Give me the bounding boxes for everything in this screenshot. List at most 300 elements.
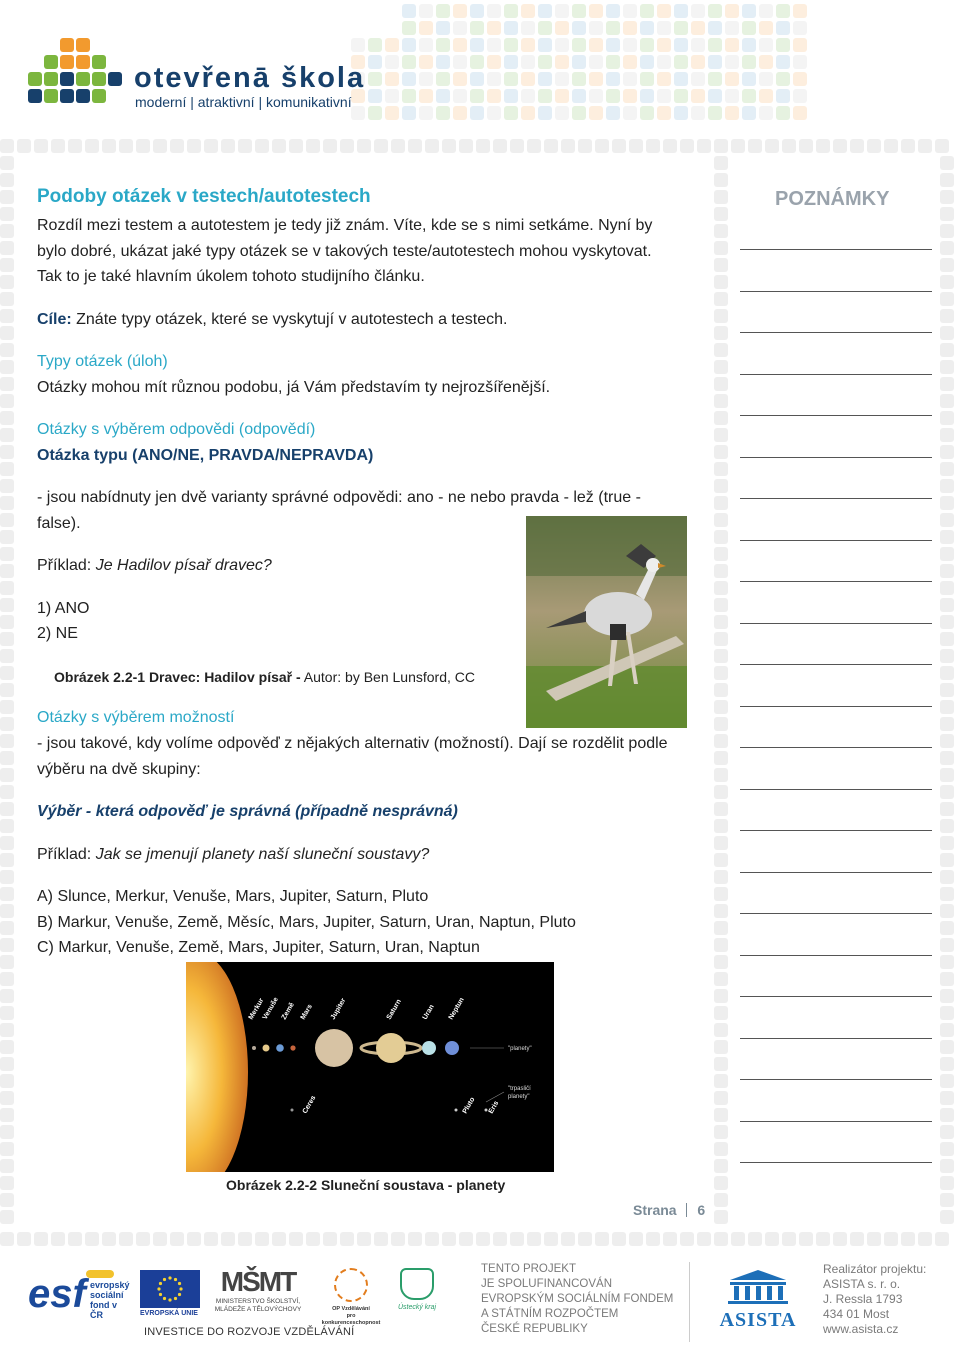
- decorative-square: [759, 89, 773, 103]
- decorative-square: [714, 734, 728, 748]
- decorative-square: [385, 38, 399, 52]
- decorative-square: [640, 55, 654, 69]
- planet-label-zeme: Země: [280, 1001, 296, 1021]
- decorative-square: [0, 1159, 14, 1173]
- decorative-square: [708, 72, 722, 86]
- decorative-square: [725, 21, 739, 35]
- decorative-square: [544, 1232, 558, 1246]
- decorative-square: [940, 632, 954, 646]
- decorative-square: [674, 72, 688, 86]
- decorative-square: [272, 139, 286, 153]
- notes-line: [740, 581, 932, 582]
- asista-text: ASISTA: [719, 1309, 797, 1331]
- decorative-square: [0, 190, 14, 204]
- decorative-square: [0, 785, 14, 799]
- decorative-square: [940, 1074, 954, 1088]
- decorative-square: [714, 1210, 728, 1224]
- decorative-square: [493, 139, 507, 153]
- decorative-square: [793, 4, 807, 18]
- decorative-square: [368, 21, 382, 35]
- options-text-1: - jsou takové, kdy volíme odpověď z nějakých alternativ (možností). Dají se rozdělit podle: [37, 735, 668, 752]
- decorative-square: [714, 853, 728, 867]
- decorative-square: [940, 564, 954, 578]
- decorative-square: [555, 55, 569, 69]
- decorative-square: [782, 139, 796, 153]
- decorative-square: [0, 1176, 14, 1190]
- decorative-square: [436, 55, 450, 69]
- logo-icon: [28, 38, 120, 110]
- decorative-square: [459, 1232, 473, 1246]
- decorative-square: [714, 190, 728, 204]
- decorative-square: [0, 394, 14, 408]
- decorative-square: [453, 55, 467, 69]
- decorative-square: [453, 89, 467, 103]
- esf-logo: esf evropský sociální fond v ČR: [28, 1272, 130, 1320]
- decorative-square: [940, 955, 954, 969]
- decorative-square: [589, 4, 603, 18]
- decorative-square: [0, 241, 14, 255]
- decorative-square: [0, 156, 14, 170]
- logo-square: [28, 72, 42, 86]
- decorative-square: [940, 938, 954, 952]
- decorative-square: [0, 1232, 14, 1246]
- decorative-square: [351, 38, 365, 52]
- decorative-square: [0, 768, 14, 782]
- decorative-square: [272, 1232, 286, 1246]
- yesno-text-2: false).: [37, 515, 81, 532]
- decorative-square: [714, 139, 728, 153]
- decorative-square: [725, 55, 739, 69]
- decorative-square: [935, 1232, 949, 1246]
- decorative-square: [385, 21, 399, 35]
- decorative-square: [776, 4, 790, 18]
- decorative-square: [0, 581, 14, 595]
- decorative-square: [589, 38, 603, 52]
- decorative-square: [714, 785, 728, 799]
- decorative-square: [714, 309, 728, 323]
- decorative-square: [572, 38, 586, 52]
- decorative-square: [0, 1091, 14, 1105]
- notes-line: [740, 498, 932, 499]
- decorative-square: [714, 751, 728, 765]
- decorative-square: [833, 139, 847, 153]
- decorative-square: [334, 21, 348, 35]
- decorative-square: [187, 139, 201, 153]
- decorative-square: [918, 139, 932, 153]
- decorative-square: [940, 1006, 954, 1020]
- decorative-square: [714, 1074, 728, 1088]
- msmt-logo: MŠMT MINISTERSTVO ŠKOLSTVÍ, MLÁDEŽE A TĚLOVÝCHOVY: [208, 1266, 308, 1322]
- logo-square: [28, 89, 42, 103]
- planet-label-merkur: Merkur: [247, 997, 266, 1021]
- decorative-square: [419, 4, 433, 18]
- decorative-square: [640, 106, 654, 120]
- decorative-square: [374, 1232, 388, 1246]
- notes-line: [740, 1162, 932, 1163]
- decorative-square: [850, 1232, 864, 1246]
- decorative-square: [940, 853, 954, 867]
- decorative-square: [572, 89, 586, 103]
- decorative-square: [402, 89, 416, 103]
- types-text: Otázky mohou mít různou podobu, já Vám představím ty nejrozšířenější.: [37, 379, 551, 396]
- decorative-square: [442, 1232, 456, 1246]
- decorative-square: [782, 1232, 796, 1246]
- decorative-square: [940, 751, 954, 765]
- decorative-square: [0, 683, 14, 697]
- decorative-square: [759, 72, 773, 86]
- select-heading: Výběr - která odpověď je správná (případně nesprávná): [37, 803, 458, 820]
- decorative-square: [776, 21, 790, 35]
- decorative-square: [940, 513, 954, 527]
- decorative-square: [521, 55, 535, 69]
- decorative-square: [793, 106, 807, 120]
- decorative-square: [368, 4, 382, 18]
- decorative-square: [555, 89, 569, 103]
- eu-star-icon: [174, 1278, 177, 1281]
- goals: [37, 307, 507, 333]
- op-text-1: OP Vzdělávání: [332, 1306, 370, 1312]
- decorative-square: [674, 4, 688, 18]
- decorative-square: [833, 1232, 847, 1246]
- decorative-square: [0, 207, 14, 221]
- decorative-square: [940, 496, 954, 510]
- decorative-square: [657, 21, 671, 35]
- decorative-square: [221, 139, 235, 153]
- decorative-square: [493, 1232, 507, 1246]
- decorative-square: [725, 72, 739, 86]
- decorative-square: [714, 445, 728, 459]
- decorative-square: [289, 139, 303, 153]
- decorative-square: [940, 326, 954, 340]
- planet-label-saturn: Saturn: [385, 998, 403, 1021]
- notes-line: [740, 913, 932, 914]
- decorative-square: [867, 139, 881, 153]
- decorative-square: [940, 462, 954, 476]
- decorative-square: [940, 870, 954, 884]
- decorative-square: [510, 139, 524, 153]
- dwarf-label-ceres: Ceres: [301, 1094, 318, 1115]
- eu-text: EVROPSKÁ UNIE: [140, 1310, 198, 1317]
- decorative-square: [629, 139, 643, 153]
- decorative-square: [408, 139, 422, 153]
- decorative-square: [640, 38, 654, 52]
- decorative-square: [470, 21, 484, 35]
- decorative-square: [0, 615, 14, 629]
- logo-square: [60, 72, 74, 86]
- dwarf-label-pluto: Pluto: [461, 1096, 477, 1115]
- decorative-square: [306, 1232, 320, 1246]
- decorative-square: [0, 224, 14, 238]
- decorative-square: [725, 106, 739, 120]
- project-line-2: JE SPOLUFINANCOVÁN: [481, 1278, 612, 1290]
- decorative-square: [606, 21, 620, 35]
- decorative-square: [759, 21, 773, 35]
- op-logo: [318, 1268, 384, 1326]
- decorative-square: [0, 649, 14, 663]
- decorative-square: [940, 649, 954, 663]
- example-1-text: Je Hadilov písař dravec?: [95, 557, 272, 574]
- options-text-2: výběru na dvě skupiny:: [37, 761, 201, 778]
- decorative-square: [606, 106, 620, 120]
- decorative-square: [589, 106, 603, 120]
- decorative-square: [940, 666, 954, 680]
- project-line-5: ČESKÉ REPUBLIKY: [481, 1323, 588, 1335]
- decorative-square: [765, 139, 779, 153]
- decorative-square: [419, 89, 433, 103]
- decorative-square: [385, 4, 399, 18]
- decorative-square: [436, 106, 450, 120]
- eu-star-icon: [168, 1298, 171, 1301]
- decorative-square: [714, 241, 728, 255]
- solar-system-image: [186, 962, 554, 1172]
- decorative-square: [714, 887, 728, 901]
- decorative-square: [487, 72, 501, 86]
- decorative-square: [663, 139, 677, 153]
- decorative-square: [521, 21, 535, 35]
- decorative-square: [0, 598, 14, 612]
- decorative-square: [623, 106, 637, 120]
- esf-text-1: evropský: [90, 1280, 130, 1290]
- decorative-square: [555, 72, 569, 86]
- decorative-square: [714, 1193, 728, 1207]
- notes-line: [740, 415, 932, 416]
- notes-line: [740, 623, 932, 624]
- logo-square: [76, 55, 90, 69]
- decorative-square: [504, 89, 518, 103]
- eu-star-icon: [163, 1297, 166, 1300]
- decorative-square: [850, 139, 864, 153]
- decorative-square: [487, 55, 501, 69]
- decorative-square: [714, 258, 728, 272]
- decorative-square: [918, 1232, 932, 1246]
- decorative-square: [623, 72, 637, 86]
- decorative-square: [238, 139, 252, 153]
- decorative-square: [323, 1232, 337, 1246]
- decorative-square: [402, 21, 416, 35]
- decorative-square: [940, 1057, 954, 1071]
- logo-square: [60, 55, 74, 69]
- decorative-square: [289, 1232, 303, 1246]
- notes-line: [740, 996, 932, 997]
- decorative-square: [657, 72, 671, 86]
- realizer-text: [823, 1262, 926, 1337]
- logo-square: [92, 55, 106, 69]
- example-1-label: Příklad:: [37, 557, 92, 574]
- decorative-square: [697, 1232, 711, 1246]
- decorative-square: [0, 1108, 14, 1122]
- decorative-square: [476, 139, 490, 153]
- notes-line: [740, 955, 932, 956]
- decorative-square: [527, 139, 541, 153]
- decorative-square: [714, 802, 728, 816]
- decorative-square: [504, 72, 518, 86]
- decorative-square: [674, 89, 688, 103]
- decorative-square: [0, 462, 14, 476]
- decorative-square: [68, 1232, 82, 1246]
- decorative-square: [555, 106, 569, 120]
- decorative-square: [34, 139, 48, 153]
- decorative-square: [470, 72, 484, 86]
- notes-line: [740, 1121, 932, 1122]
- decorative-square: [940, 377, 954, 391]
- decorative-square: [470, 4, 484, 18]
- decorative-square: [714, 666, 728, 680]
- decorative-square: [0, 717, 14, 731]
- decorative-square: [595, 1232, 609, 1246]
- decorative-square: [674, 106, 688, 120]
- decorative-square: [940, 1125, 954, 1139]
- planet-label-jupiter: Jupiter: [329, 997, 348, 1021]
- project-line-4: A STÁTNÍM ROZPOČTEM: [481, 1308, 619, 1320]
- decorative-square: [940, 615, 954, 629]
- decorative-square: [453, 21, 467, 35]
- decorative-square: [940, 207, 954, 221]
- logo-square: [92, 72, 106, 86]
- decorative-square: [714, 989, 728, 1003]
- decorative-square: [940, 360, 954, 374]
- decorative-square: [940, 1193, 954, 1207]
- decorative-square: [589, 55, 603, 69]
- decorative-square: [714, 207, 728, 221]
- project-text: [481, 1262, 673, 1337]
- decorative-square: [0, 428, 14, 442]
- decorative-square: [940, 598, 954, 612]
- decorative-square: [714, 275, 728, 289]
- decorative-square: [0, 292, 14, 306]
- decorative-square: [714, 836, 728, 850]
- decorative-square: [714, 870, 728, 884]
- decorative-square: [714, 581, 728, 595]
- decorative-square: [0, 853, 14, 867]
- logo-square: [76, 72, 90, 86]
- decorative-square: [572, 4, 586, 18]
- decorative-square: [742, 106, 756, 120]
- decorative-square: [521, 72, 535, 86]
- decorative-square: [368, 89, 382, 103]
- page-label: Strana: [633, 1202, 677, 1218]
- decorative-square: [748, 1232, 762, 1246]
- decorative-square: [419, 38, 433, 52]
- decorative-square: [714, 1006, 728, 1020]
- decorative-square: [0, 513, 14, 527]
- decorative-square: [759, 4, 773, 18]
- yesno-heading: Otázka typu (ANO/NE, PRAVDA/NEPRAVDA): [37, 447, 374, 464]
- decorative-square: [731, 1232, 745, 1246]
- yesno-text-1: - jsou nabídnuty jen dvě varianty správné odpovědi: ano - ne nebo pravda - lež (true -: [37, 489, 641, 506]
- decorative-square: [940, 394, 954, 408]
- decorative-square: [940, 1040, 954, 1054]
- decorative-square: [408, 1232, 422, 1246]
- dwarf-label-eris: Eris: [487, 1100, 501, 1115]
- logo-square: [76, 38, 90, 52]
- decorative-square: [425, 139, 439, 153]
- decorative-square: [714, 530, 728, 544]
- decorative-square: [940, 581, 954, 595]
- decorative-square: [708, 106, 722, 120]
- decorative-square: [317, 38, 331, 52]
- decorative-square: [714, 1142, 728, 1156]
- notes-line: [740, 706, 932, 707]
- decorative-square: [714, 1040, 728, 1054]
- decorative-squares-top: [300, 4, 807, 120]
- intro-line-3: Tak to je také hlavním úkolem tohoto studijního článku.: [37, 268, 425, 285]
- decorative-square: [504, 106, 518, 120]
- decorative-square: [691, 4, 705, 18]
- decorative-square: [300, 4, 314, 18]
- decorative-square: [561, 1232, 575, 1246]
- decorative-square: [0, 700, 14, 714]
- decorative-square: [17, 139, 31, 153]
- decorative-square: [0, 666, 14, 680]
- project-line-1: TENTO PROJEKT: [481, 1263, 576, 1275]
- decorative-square: [0, 1040, 14, 1054]
- example-2: [37, 842, 429, 868]
- decorative-square: [368, 106, 382, 120]
- decorative-square: [0, 139, 14, 153]
- decorative-square: [0, 972, 14, 986]
- realizer-line-3: J. Ressla 1793: [823, 1292, 903, 1306]
- decorative-square: [799, 1232, 813, 1246]
- logo-square: [44, 72, 58, 86]
- decorative-square: [300, 21, 314, 35]
- msmt-text-2: MLÁDEŽE A TĚLOVÝCHOVY: [214, 1306, 302, 1313]
- decorative-square: [419, 21, 433, 35]
- decorative-square: [714, 513, 728, 527]
- notes-line: [740, 872, 932, 873]
- decorative-square: [793, 55, 807, 69]
- decorative-square: [0, 343, 14, 357]
- decorative-square: [708, 55, 722, 69]
- decorative-square: [725, 38, 739, 52]
- decorative-square: [940, 241, 954, 255]
- decorative-square: [714, 360, 728, 374]
- decorative-square: [731, 139, 745, 153]
- decorative-square: [691, 38, 705, 52]
- options-heading: Otázky s výběrem možností: [37, 709, 235, 726]
- decorative-square: [521, 106, 535, 120]
- figure-1-caption-normal: Autor: by Ben Lunsford, CC: [303, 669, 475, 685]
- brand-title: otevřenā škola: [134, 62, 366, 94]
- decorative-square: [0, 1193, 14, 1207]
- decorative-square: [527, 1232, 541, 1246]
- notes-line: [740, 457, 932, 458]
- project-line-3: EVROPSKÝM SOCIÁLNÍM FONDEM: [481, 1293, 674, 1305]
- decorative-square: [357, 139, 371, 153]
- eu-star-icon: [157, 1287, 160, 1290]
- decorative-square: [606, 38, 620, 52]
- decorative-square: [0, 1006, 14, 1020]
- decorative-square: [759, 38, 773, 52]
- realizer-line-5: www.asista.cz: [823, 1322, 899, 1336]
- decorative-square: [714, 972, 728, 986]
- decorative-square: [640, 4, 654, 18]
- decorative-square: [504, 21, 518, 35]
- eu-star-icon: [174, 1297, 177, 1300]
- decorative-square: [663, 1232, 677, 1246]
- eu-star-icon: [159, 1282, 162, 1285]
- notes-line: [740, 1079, 932, 1080]
- decorative-square: [153, 1232, 167, 1246]
- decorative-square: [487, 38, 501, 52]
- decorative-square: [323, 139, 337, 153]
- decorative-square: [742, 21, 756, 35]
- notes-line: [740, 332, 932, 333]
- article-title: Podoby otázek v testech/autotestech: [37, 186, 371, 207]
- decorative-square: [0, 1142, 14, 1156]
- decorative-square: [221, 1232, 235, 1246]
- decorative-square: [691, 21, 705, 35]
- decorative-square: [714, 717, 728, 731]
